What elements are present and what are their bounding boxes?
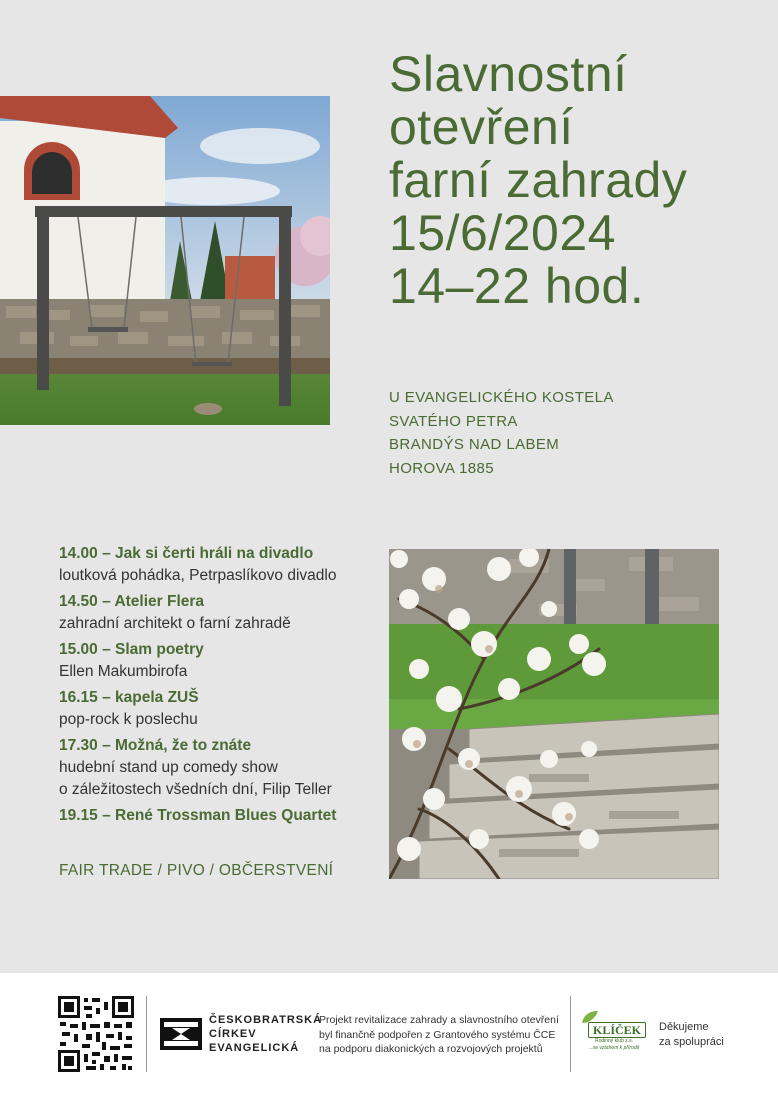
grant-line-3: na podporu diakonických a rozvojových projektů [319,1043,543,1055]
grant-note [319,1013,559,1057]
church-name-line-2: CÍRKEV [209,1028,257,1040]
photo-church-swing [0,96,330,425]
grant-line-1: Projekt revitalizace zahrady a slavnostního otevření [319,1014,559,1026]
photo-blossom-garden [389,549,719,879]
church-logo-icon [160,1018,202,1055]
klicek-subtitle: Rodinný klub z.s. [594,1038,634,1044]
church-name-line-3: EVANGELICKÁ [209,1042,300,1054]
address-line-1: U EVANGELICKÉHO KOSTELA [389,389,614,406]
klicek-name: KLÍČEK [588,1022,646,1038]
program-item-desc: o záležitostech všedních dní, Filip Teller [59,781,332,798]
program-item-title: 15.00 – Slam poetry [59,641,204,658]
address-line-2: SVATÉHO PETRA [389,412,518,430]
divider [146,996,147,1072]
program-item [59,591,379,635]
grant-line-2: byl finančně podpořen z Grantového systému ČCE [319,1028,556,1041]
venue-address [389,386,614,480]
klicek-tagline: ...se vztahem k přírodě [588,1045,640,1051]
footer [0,973,778,1100]
divider [570,996,571,1072]
event-title [389,48,769,313]
program-item-desc: hudební stand up comedy show [59,759,278,776]
program-item [59,543,379,587]
thanks-note [659,1020,724,1050]
klicek-logo [580,1009,648,1061]
program-item-desc: zahradní architekt o farní zahradě [59,615,291,632]
program-item-title: 19.15 – René Trossman Blues Quartet [59,807,337,824]
title-line-3: farní zahrady [389,152,688,208]
program-item-desc: pop-rock k poslechu [59,711,198,728]
program-item-title: 14.00 – Jak si čerti hráli na divadlo [59,545,314,562]
program-item-title: 16.15 – kapela ZUŠ [59,689,199,706]
program-item-title: 14.50 – Atelier Flera [59,593,205,610]
qr-code [58,996,134,1072]
program-item [59,805,379,827]
program-item-title: 17.30 – Možná, že to znáte [59,737,252,754]
refreshments-line: FAIR TRADE / PIVO / OBČERSTVENÍ [59,862,334,879]
program-item-desc: Ellen Makumbirofa [59,663,188,680]
thanks-line-2: za spolupráci [659,1036,724,1048]
event-date: 15/6/2024 [389,205,616,261]
program-item-desc: loutková pohádka, Petrpaslíkovo divadlo [59,567,337,584]
address-line-3: BRANDÝS NAD LABEM [389,436,560,453]
title-line-2: otevření [389,99,574,155]
church-name [209,1013,322,1055]
program-item [59,735,379,801]
address-line-4: HOROVA 1885 [389,459,495,477]
church-name-line-1: ČESKOBRATRSKÁ [209,1014,323,1026]
program-item [59,639,379,683]
event-time: 14–22 hod. [389,258,645,314]
thanks-line-1: Děkujeme [659,1021,709,1033]
program-list [59,543,379,831]
program-item [59,687,379,731]
title-line-1: Slavnostní [389,46,628,102]
